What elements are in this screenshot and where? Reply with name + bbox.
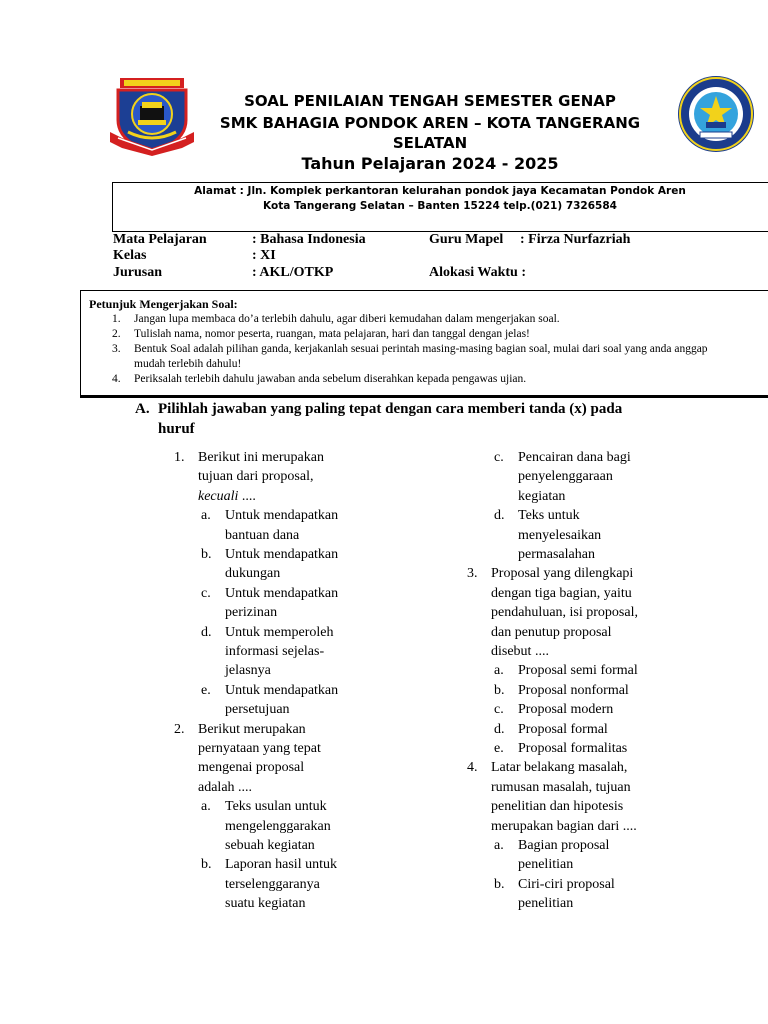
instruction-text: Jangan lupa membaca do’a terlebih dahulu, agar diberi kemudahan dalam mengerjakan soal. [134,313,560,325]
option-letter: c. [494,450,504,465]
option-text: kegiatan [518,488,566,504]
option-text: penelitian [518,896,574,912]
option-text: mengelenggarakan [225,818,331,834]
option-letter: e. [494,741,504,756]
section-letter: A. [135,401,150,417]
major-value: : AKL/OTKP [252,265,334,280]
option-text: terselenggaranya [225,876,320,892]
section-instruction: Pilihlah jawaban yang paling tepat dengan cara memberi tanda (x) pada [158,401,623,417]
option-text: permasalahan [518,547,595,562]
address-line-2: Kota Tangerang Selatan – Banten 15224 telp.(021) 7326584 [263,200,617,212]
option-letter: b. [494,876,505,892]
document-title-line-1: SOAL PENILAIAN TENGAH SEMESTER GENAP [244,92,616,110]
question-text: mengenai proposal [198,760,305,776]
option-text: Teks usulan untuk [225,799,327,815]
question-text [198,487,256,506]
option-letter: a. [201,508,211,524]
class-label: Kelas [113,248,147,263]
option-text: suatu kegiatan [225,896,306,912]
option-text: Proposal modern [518,702,614,718]
question-number: 2. [174,721,185,737]
document-title-line-2: SMK BAHAGIA PONDOK AREN – KOTA TANGERANG [219,114,641,132]
option-text: bantuan dana [225,527,300,543]
option-letter: d. [494,508,505,524]
question-text: pendahuluan, isi proposal, [491,605,638,621]
option-text: Proposal formalitas [518,741,628,756]
option-letter: a. [494,838,504,853]
question-text: rumusan masalah, tujuan [491,779,631,795]
option-text: persetujuan [225,702,290,718]
question-text: Latar belakang masalah, [491,760,628,776]
section-instruction-cont: huruf [158,421,195,437]
question-text: adalah .... [198,779,253,795]
question-number: 4. [467,760,478,776]
option-text: Untuk mendapatkan [225,508,339,524]
option-text: penyelenggaraan [518,469,613,485]
instruction-number: 2. [112,328,121,340]
question-text: dan penutup proposal [491,624,612,640]
subject-label: Mata Pelajaran [113,232,207,247]
option-letter: d. [201,624,212,640]
option-text: Untuk mendapatkan [225,682,339,698]
option-text: Proposal semi formal [518,663,638,679]
question-text: disebut .... [491,644,549,659]
instruction-number: 1. [112,313,121,325]
question-number: 3. [467,566,478,582]
option-text: Proposal formal [518,721,608,737]
kota-tangerang-selatan-emblem-icon [108,76,196,158]
question-text: Berikut merupakan [198,721,306,737]
question-text: penelitian dan hipotesis [491,799,624,815]
option-text: dukungan [225,566,281,582]
option-text: Proposal nonformal [518,682,629,698]
option-letter: b. [201,857,212,873]
question-text: merupakan bagian dari .... [491,818,637,834]
option-text: penelitian [518,857,574,873]
option-letter: e. [201,682,211,698]
question-emphasis: kecuali [198,488,239,504]
question-text: pernyataan yang tepat [198,741,321,756]
question-text: dengan tiga bagian, yaitu [491,585,632,601]
option-text: Teks untuk [518,508,580,524]
question-number: 1. [174,450,185,465]
question-text: Proposal yang dilengkapi [491,566,634,582]
instructions-title: Petunjuk Mengerjakan Soal: [89,297,238,311]
option-text: Untuk memperoleh [225,624,334,640]
option-text: sebuah kegiatan [225,838,315,853]
option-text: Pencairan dana bagi [518,450,631,465]
option-text: Bagian proposal [518,838,610,853]
document-title-line-3: SELATAN [392,134,468,152]
time-allocation-label: Alokasi Waktu : [429,265,526,280]
teacher-label: Guru Mapel [429,232,504,247]
option-letter: b. [494,682,505,698]
option-letter: b. [201,547,212,562]
instruction-text: Periksalah terlebih dahulu jawaban anda sebelum diserahkan kepada pengawas ujian. [134,373,527,385]
subject-value: : Bahasa Indonesia [252,232,366,247]
option-text: Untuk mendapatkan [225,547,339,562]
option-text: jelasnya [225,663,271,679]
option-letter: d. [494,721,505,737]
school-year: Tahun Pelajaran 2024 - 2025 [301,154,559,173]
option-text: informasi sejelas- [225,644,325,659]
instruction-text: Tulislah nama, nomor peserta, ruangan, mata pelajaran, hari dan tanggal dengan jelas! [134,328,530,340]
instruction-number: 4. [112,373,121,385]
option-letter: a. [494,663,504,679]
instruction-number: 3. [112,343,121,355]
major-label: Jurusan [113,265,163,280]
address-line-1: Alamat : Jln. Komplek perkantoran kelurahan pondok jaya Kecamatan Pondok Aren [194,185,686,197]
class-value: : XI [252,248,276,263]
instruction-text: Bentuk Soal adalah pilihan ganda, kerjakanlah sesuai perintah masing-masing bagian soal, mulai dari soal yang anda anggap mudah terlebih dahulu! [134,343,708,370]
option-letter: c. [494,702,504,718]
teacher-value: : Firza Nurfazriah [520,232,631,247]
question-text-suffix: .... [238,488,256,504]
option-text: menyelesaikan [518,527,602,543]
option-text: Ciri-ciri proposal [518,876,615,892]
option-letter: c. [201,585,211,601]
smk-bahagia-emblem-icon [676,74,756,154]
option-letter: a. [201,799,211,815]
option-text: Untuk mendapatkan [225,585,339,601]
question-text: Berikut ini merupakan [198,450,324,465]
option-text: perizinan [225,605,278,621]
question-text: tujuan dari proposal, [198,469,314,485]
option-text: Laporan hasil untuk [225,857,337,873]
